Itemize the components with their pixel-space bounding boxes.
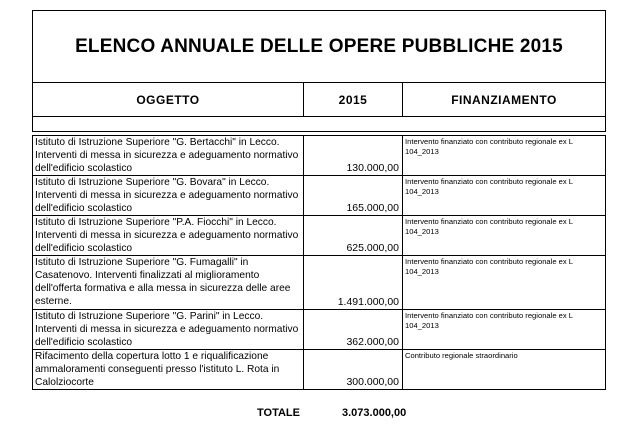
finanziamento-cell: Intervento finanziato con contributo regionale ex L 104_2013 — [403, 216, 606, 256]
page-title: ELENCO ANNUALE DELLE OPERE PUBBLICHE 2015 — [32, 10, 606, 83]
total-label: TOTALE — [257, 407, 300, 419]
oggetto-cell: Istituto di Istruzione Superiore "G. Bertacchi" in Lecco. Interventi di messa in sicurezza e adeguamento normativo dell'edificio scolastico — [33, 136, 304, 176]
totals-row — [0, 405, 625, 423]
finanziamento-cell: Intervento finanziato con contributo regionale ex L 104_2013 — [403, 136, 606, 176]
table-row — [33, 176, 606, 216]
importo-cell: 1.491.000,00 — [304, 256, 403, 310]
oggetto-cell: Istituto di Istruzione Superiore "G. Parini" in Lecco. Interventi di messa in sicurezza e adeguamento normativo dell'edificio scolastico — [33, 310, 304, 350]
oggetto-cell: Rifacimento della copertura lotto 1 e riqualificazione ammaloramenti conseguenti presso l'istituto L. Rota in Calolziocorte — [33, 350, 304, 390]
table-header — [32, 83, 606, 117]
finanziamento-cell: Contributo regionale straordinario — [403, 350, 606, 390]
table-row — [33, 310, 606, 350]
table-row — [33, 350, 606, 390]
finanziamento-cell: Intervento finanziato con contributo regionale ex L 104_2013 — [403, 310, 606, 350]
table-row — [33, 136, 606, 176]
oggetto-cell: Istituto di Istruzione Superiore "P.A. Fiocchi" in Lecco. Interventi di messa in sicurezza e adeguamento normativo dell'edificio scolastico — [33, 216, 304, 256]
document-frame — [32, 10, 606, 390]
importo-cell: 300.000,00 — [304, 350, 403, 390]
total-value: 3.073.000,00 — [342, 407, 407, 419]
header-oggetto: OGGETTO — [33, 83, 304, 116]
finanziamento-cell: Intervento finanziato con contributo regionale ex L 104_2013 — [403, 256, 606, 310]
empty-row — [32, 117, 606, 132]
finanziamento-cell: Intervento finanziato con contributo regionale ex L 104_2013 — [403, 176, 606, 216]
oggetto-cell: Istituto di Istruzione Superiore "G. Fumagalli" in Casatenovo. Interventi finalizzati al miglioramento dell'offerta formativa e alla messa in sicurezza delle aree esterne. — [33, 256, 304, 310]
importo-cell: 362.000,00 — [304, 310, 403, 350]
header-finanziamento: FINANZIAMENTO — [451, 92, 557, 107]
table-row — [33, 256, 606, 310]
importo-cell: 130.000,00 — [304, 136, 403, 176]
oggetto-cell: Istituto di Istruzione Superiore "G. Bovara" in Lecco. Interventi di messa in sicurezza e adeguamento normativo dell'edificio scolastico — [33, 176, 304, 216]
works-table — [32, 135, 606, 390]
importo-cell: 625.000,00 — [304, 216, 403, 256]
table-row — [33, 216, 606, 256]
importo-cell: 165.000,00 — [304, 176, 403, 216]
header-year: 2015 — [304, 83, 403, 116]
